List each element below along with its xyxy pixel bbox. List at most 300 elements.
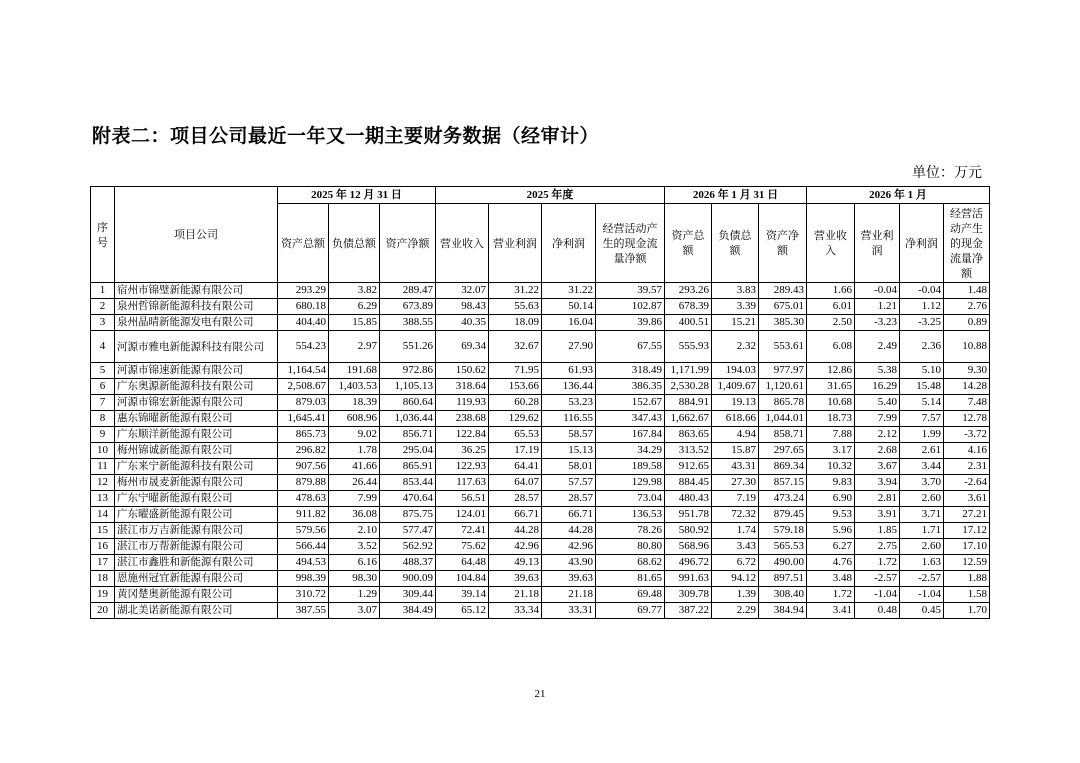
value-cell: 18.09 [489,315,542,331]
table-row [91,587,990,603]
value-cell: 2.68 [855,443,900,459]
value-cell: 17.10 [944,539,990,555]
company-name: 湛江市万帮新能源有限公司 [115,539,278,555]
row-number: 15 [91,523,115,539]
value-cell: 879.45 [759,507,807,523]
value-cell: 297.65 [759,443,807,459]
value-cell: 5.40 [855,395,900,411]
value-cell: 3.61 [944,491,990,507]
value-cell: 2.31 [944,459,990,475]
value-cell: 98.30 [329,571,380,587]
value-cell: 384.94 [759,603,807,619]
value-cell: 94.12 [712,571,759,587]
value-cell: 75.62 [436,539,489,555]
row-number: 16 [91,539,115,555]
value-cell: 6.72 [712,555,759,571]
table-row [91,475,990,491]
value-cell: 289.47 [380,283,436,299]
value-cell: 21.18 [489,587,542,603]
value-cell: 496.72 [665,555,712,571]
value-cell: 15.48 [900,379,944,395]
value-cell: 2.61 [900,443,944,459]
value-cell: 40.35 [436,315,489,331]
value-cell: 1.39 [712,587,759,603]
table-row [91,443,990,459]
value-cell: 19.13 [712,395,759,411]
value-cell: 56.51 [436,491,489,507]
value-cell: 238.68 [436,411,489,427]
value-cell: 65.12 [436,603,489,619]
value-cell: 69.48 [596,587,665,603]
column-header: 负债总额 [329,204,380,283]
value-cell: 6.16 [329,555,380,571]
value-cell: 0.48 [855,603,900,619]
value-cell: 1.70 [944,603,990,619]
page-title: 附表二：项目公司最近一年又一期主要财务数据（经审计） [92,125,600,147]
value-cell: 2.10 [329,523,380,539]
value-cell: 36.25 [436,443,489,459]
table-row [91,427,990,443]
value-cell: 911.82 [278,507,329,523]
value-cell: 64.07 [489,475,542,491]
column-header: 营业收入 [436,204,489,283]
company-name: 广东宁曜新能源有限公司 [115,491,278,507]
table-row [91,603,990,619]
value-cell: 119.93 [436,395,489,411]
value-cell: 1,171.99 [665,363,712,379]
value-cell: 884.91 [665,395,712,411]
value-cell: 308.40 [759,587,807,603]
value-cell: 73.04 [596,491,665,507]
table-row [91,459,990,475]
value-cell: 129.98 [596,475,665,491]
value-cell: 565.53 [759,539,807,555]
value-cell: 7.88 [807,427,855,443]
header-no: 序号 [91,187,115,283]
value-cell: 43.31 [712,459,759,475]
value-cell: 3.07 [329,603,380,619]
value-cell: 191.68 [329,363,380,379]
column-header: 营业利润 [855,204,900,283]
table-row [91,491,990,507]
company-name: 广东顺洋新能源有限公司 [115,427,278,443]
value-cell: 1,036.44 [380,411,436,427]
value-cell: 293.29 [278,283,329,299]
value-cell: 3.70 [900,475,944,491]
value-cell: 42.96 [489,539,542,555]
value-cell: 494.53 [278,555,329,571]
column-header: 资产总额 [665,204,712,283]
value-cell: 12.78 [944,411,990,427]
value-cell: 58.57 [542,427,596,443]
header-group-2026-jan: 2026 年 1 月 [807,187,990,204]
value-cell: 400.51 [665,315,712,331]
value-cell: 680.18 [278,299,329,315]
value-cell: 3.52 [329,539,380,555]
value-cell: 4.76 [807,555,855,571]
value-cell: 39.63 [489,571,542,587]
value-cell: 977.97 [759,363,807,379]
value-cell: 69.34 [436,331,489,363]
column-header: 经营活动产生的现金流量净额 [596,204,665,283]
table-row [91,315,990,331]
value-cell: 16.29 [855,379,900,395]
value-cell: 44.28 [542,523,596,539]
value-cell: 66.71 [542,507,596,523]
value-cell: 2.36 [900,331,944,363]
value-cell: 12.86 [807,363,855,379]
financial-data-table [90,186,990,619]
value-cell: 907.56 [278,459,329,475]
value-cell: 41.66 [329,459,380,475]
value-cell: 856.71 [380,427,436,443]
value-cell: 0.89 [944,315,990,331]
value-cell: -3.72 [944,427,990,443]
value-cell: 1,662.67 [665,411,712,427]
value-cell: 912.65 [665,459,712,475]
value-cell: 64.41 [489,459,542,475]
company-name: 宿州市锦璧新能源有限公司 [115,283,278,299]
table-row [91,363,990,379]
row-number: 13 [91,491,115,507]
value-cell: 122.93 [436,459,489,475]
value-cell: 116.55 [542,411,596,427]
value-cell: 7.57 [900,411,944,427]
value-cell: 1.72 [807,587,855,603]
value-cell: 310.72 [278,587,329,603]
table-row [91,331,990,363]
value-cell: 167.84 [596,427,665,443]
company-name: 泉州哲锦新能源科技有限公司 [115,299,278,315]
value-cell: 470.64 [380,491,436,507]
row-number: 17 [91,555,115,571]
value-cell: 2.75 [855,539,900,555]
value-cell: 72.32 [712,507,759,523]
value-cell: 98.43 [436,299,489,315]
value-cell: 309.78 [665,587,712,603]
value-cell: 555.93 [665,331,712,363]
value-cell: 863.65 [665,427,712,443]
value-cell: 14.28 [944,379,990,395]
value-cell: 678.39 [665,299,712,315]
value-cell: 81.65 [596,571,665,587]
value-cell: 388.55 [380,315,436,331]
value-cell: 44.28 [489,523,542,539]
value-cell: -1.04 [900,587,944,603]
value-cell: 53.23 [542,395,596,411]
value-cell: 1.58 [944,587,990,603]
company-name: 泉州晶晴新能源发电有限公司 [115,315,278,331]
value-cell: 28.57 [489,491,542,507]
value-cell: 33.31 [542,603,596,619]
header-company: 项目公司 [115,187,278,283]
value-cell: 3.91 [855,507,900,523]
value-cell: 3.39 [712,299,759,315]
value-cell: 17.12 [944,523,990,539]
row-number: 19 [91,587,115,603]
value-cell: 1.85 [855,523,900,539]
value-cell: 3.41 [807,603,855,619]
value-cell: 858.71 [759,427,807,443]
value-cell: 296.82 [278,443,329,459]
value-cell: 608.96 [329,411,380,427]
value-cell: 42.96 [542,539,596,555]
value-cell: 49.13 [489,555,542,571]
value-cell: -3.23 [855,315,900,331]
row-number: 3 [91,315,115,331]
company-name: 广东来宁新能源科技有限公司 [115,459,278,475]
table-row [91,507,990,523]
value-cell: 72.41 [436,523,489,539]
header-group-2025-12-31: 2025 年 12 月 31 日 [278,187,436,204]
table-row [91,555,990,571]
value-cell: 318.49 [596,363,665,379]
value-cell: 566.44 [278,539,329,555]
value-cell: 7.99 [855,411,900,427]
column-header: 负债总额 [712,204,759,283]
value-cell: 991.63 [665,571,712,587]
value-cell: 60.28 [489,395,542,411]
value-cell: 404.40 [278,315,329,331]
value-cell: 879.88 [278,475,329,491]
value-cell: 3.94 [855,475,900,491]
value-cell: 875.75 [380,507,436,523]
value-cell: 3.83 [712,283,759,299]
value-cell: 39.14 [436,587,489,603]
value-cell: 9.02 [329,427,380,443]
value-cell: 39.57 [596,283,665,299]
value-cell: 189.58 [596,459,665,475]
company-name: 湖北美诺新能源有限公司 [115,603,278,619]
table-row [91,539,990,555]
page-number: 21 [534,688,546,700]
value-cell: 579.56 [278,523,329,539]
value-cell: 488.37 [380,555,436,571]
value-cell: 562.92 [380,539,436,555]
value-cell: 385.30 [759,315,807,331]
value-cell: 998.39 [278,571,329,587]
value-cell: 386.35 [596,379,665,395]
value-cell: 3.71 [900,507,944,523]
value-cell: 71.95 [489,363,542,379]
column-header: 资产总额 [278,204,329,283]
value-cell: 61.93 [542,363,596,379]
value-cell: 3.43 [712,539,759,555]
value-cell: 67.55 [596,331,665,363]
value-cell: 5.38 [855,363,900,379]
value-cell: 104.84 [436,571,489,587]
row-number: 14 [91,507,115,523]
value-cell: 551.26 [380,331,436,363]
value-cell: 1.12 [900,299,944,315]
value-cell: 9.53 [807,507,855,523]
value-cell: 865.78 [759,395,807,411]
value-cell: 129.62 [489,411,542,427]
value-cell: 31.22 [542,283,596,299]
value-cell: 473.24 [759,491,807,507]
value-cell: 31.65 [807,379,855,395]
value-cell: 9.30 [944,363,990,379]
company-name: 河源市锦速新能源有限公司 [115,363,278,379]
table-row [91,283,990,299]
row-number: 2 [91,299,115,315]
row-number: 7 [91,395,115,411]
value-cell: 387.55 [278,603,329,619]
value-cell: 78.26 [596,523,665,539]
value-cell: 15.87 [712,443,759,459]
row-number: 11 [91,459,115,475]
value-cell: 136.53 [596,507,665,523]
value-cell: 2.81 [855,491,900,507]
value-cell: 1,164.54 [278,363,329,379]
row-number: 20 [91,603,115,619]
value-cell: 43.90 [542,555,596,571]
value-cell: 580.92 [665,523,712,539]
value-cell: 5.10 [900,363,944,379]
value-cell: 6.01 [807,299,855,315]
value-cell: 853.44 [380,475,436,491]
value-cell: 15.13 [542,443,596,459]
value-cell: 1.29 [329,587,380,603]
value-cell: 0.45 [900,603,944,619]
value-cell: 577.47 [380,523,436,539]
value-cell: 480.43 [665,491,712,507]
value-cell: 136.44 [542,379,596,395]
value-cell: 2.12 [855,427,900,443]
value-cell: 384.49 [380,603,436,619]
value-cell: 5.14 [900,395,944,411]
value-cell: 4.94 [712,427,759,443]
company-name: 惠东锦曜新能源有限公司 [115,411,278,427]
value-cell: 293.26 [665,283,712,299]
value-cell: -2.64 [944,475,990,491]
table-row [91,411,990,427]
value-cell: -0.04 [900,283,944,299]
value-cell: 865.73 [278,427,329,443]
company-name: 广东奥源新能源科技有限公司 [115,379,278,395]
value-cell: 21.18 [542,587,596,603]
column-header: 净利润 [542,204,596,283]
table-row [91,379,990,395]
value-cell: 5.96 [807,523,855,539]
value-cell: 2,530.28 [665,379,712,395]
value-cell: 4.16 [944,443,990,459]
value-cell: 7.99 [329,491,380,507]
value-cell: 55.63 [489,299,542,315]
value-cell: 2.49 [855,331,900,363]
value-cell: 6.27 [807,539,855,555]
column-header: 资产净额 [759,204,807,283]
value-cell: 673.89 [380,299,436,315]
value-cell: 879.03 [278,395,329,411]
value-cell: 15.21 [712,315,759,331]
value-cell: 478.63 [278,491,329,507]
row-number: 4 [91,331,115,363]
value-cell: 1.48 [944,283,990,299]
value-cell: 1.88 [944,571,990,587]
value-cell: 860.64 [380,395,436,411]
value-cell: 2.32 [712,331,759,363]
value-cell: 1.78 [329,443,380,459]
value-cell: 1.21 [855,299,900,315]
value-cell: 295.04 [380,443,436,459]
value-cell: 18.39 [329,395,380,411]
company-name: 河源市锦宏新能源有限公司 [115,395,278,411]
value-cell: 6.29 [329,299,380,315]
value-cell: 194.03 [712,363,759,379]
value-cell: 289.43 [759,283,807,299]
value-cell: 122.84 [436,427,489,443]
value-cell: 34.29 [596,443,665,459]
value-cell: 65.53 [489,427,542,443]
value-cell: 1.99 [900,427,944,443]
value-cell: 10.68 [807,395,855,411]
column-header: 资产净额 [380,204,436,283]
value-cell: 900.09 [380,571,436,587]
value-cell: 58.01 [542,459,596,475]
value-cell: 26.44 [329,475,380,491]
table-row [91,523,990,539]
value-cell: 152.67 [596,395,665,411]
column-header: 营业收入 [807,204,855,283]
value-cell: 2.76 [944,299,990,315]
value-cell: 102.87 [596,299,665,315]
company-name: 河源市雅电新能源科技有限公司 [115,331,278,363]
value-cell: 17.19 [489,443,542,459]
company-name: 湛江市万吉新能源有限公司 [115,523,278,539]
value-cell: 675.01 [759,299,807,315]
value-cell: 618.66 [712,411,759,427]
header-group-2026-01-31: 2026 年 1 月 31 日 [665,187,807,204]
value-cell: 6.08 [807,331,855,363]
value-cell: 31.22 [489,283,542,299]
value-cell: 3.48 [807,571,855,587]
value-cell: 57.57 [542,475,596,491]
value-cell: 2.29 [712,603,759,619]
company-name: 恩施州冠宜新能源有限公司 [115,571,278,587]
value-cell: 309.44 [380,587,436,603]
row-number: 18 [91,571,115,587]
value-cell: 80.80 [596,539,665,555]
value-cell: 897.51 [759,571,807,587]
table-row [91,395,990,411]
value-cell: 66.71 [489,507,542,523]
value-cell: 9.83 [807,475,855,491]
value-cell: 50.14 [542,299,596,315]
value-cell: 6.90 [807,491,855,507]
company-name: 梅州市晟麦新能源有限公司 [115,475,278,491]
value-cell: 951.78 [665,507,712,523]
value-cell: 554.23 [278,331,329,363]
company-name: 广东曜盛新能源有限公司 [115,507,278,523]
column-header: 经营活动产生的现金流量净额 [944,204,990,283]
value-cell: 28.57 [542,491,596,507]
value-cell: 2,508.67 [278,379,329,395]
value-cell: -2.57 [900,571,944,587]
value-cell: 124.01 [436,507,489,523]
row-number: 9 [91,427,115,443]
header-group-2025-year: 2025 年度 [436,187,665,204]
value-cell: 1.71 [900,523,944,539]
value-cell: 3.82 [329,283,380,299]
value-cell: 64.48 [436,555,489,571]
value-cell: 869.34 [759,459,807,475]
value-cell: 568.96 [665,539,712,555]
value-cell: 10.88 [944,331,990,363]
value-cell: 2.60 [900,491,944,507]
value-cell: 865.91 [380,459,436,475]
value-cell: 27.30 [712,475,759,491]
